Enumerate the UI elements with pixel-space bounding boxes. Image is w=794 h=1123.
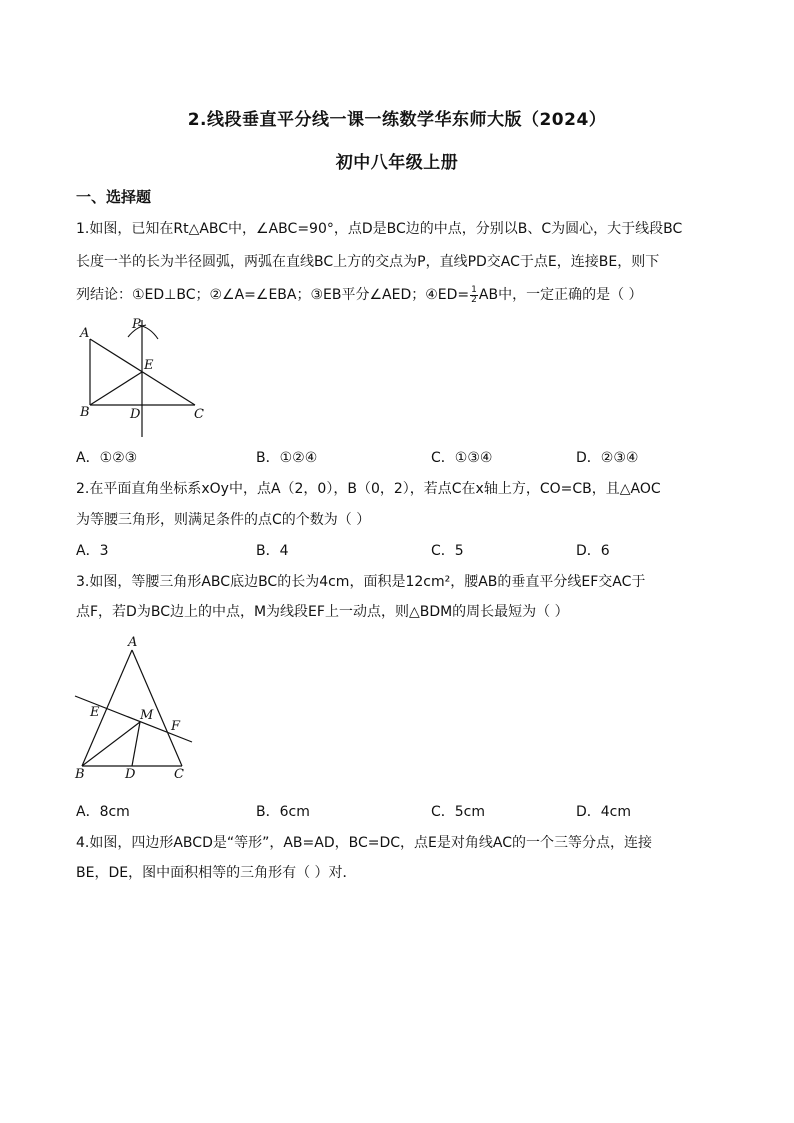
q1-label-c: C (194, 407, 204, 422)
q2-option-b: B．4 (256, 543, 289, 559)
doc-subtitle: 初中八年级上册 (335, 153, 459, 173)
q2-option-c: C．5 (431, 543, 464, 559)
q1-label-d: D (130, 407, 141, 422)
q1-line2: 长度一半的长为半径圆弧，两弧在直线BC上方的交点为P，直线PD交AC于点E，连接BE，则下 (76, 254, 660, 270)
q3-line1: 3.如图，等腰三角形ABC底边BC的长为4cm，面积是12cm²，腰AB的垂直平分线EF交AC于 (76, 574, 646, 590)
q1-line3-post: AB中，一定正确的是（ ） (478, 287, 643, 303)
q3-option-d: D．4cm (576, 804, 632, 820)
q1-label-a: A (80, 326, 90, 341)
q3-label-a: A (128, 635, 138, 650)
q3-line2: 点F，若D为BC边上的中点，M为线段EF上一动点，则△BDM的周长最短为（ ） (76, 604, 569, 620)
q1-label-b: B (80, 405, 90, 420)
q1-fraction: $\frac{1}{2}$ (471, 284, 477, 305)
q1-line3-pre: 列结论：①ED⊥BC；②∠A=∠EBA；③EB平分∠AED；④ED= (76, 287, 470, 303)
q4-line1: 4.如图，四边形ABCD是“等形”，AB=AD，BC=DC，点E是对角线AC的一个三等分点，连接 (76, 835, 652, 851)
q1-label-e: E (144, 358, 154, 373)
q3-label-m: M (140, 708, 154, 723)
q3-figure (70, 632, 205, 782)
q2-option-d: D．6 (576, 543, 610, 559)
q1-line-be (90, 372, 142, 405)
q3-line-dm (132, 722, 140, 766)
q4-line2: BE，DE，图中面积相等的三角形有（ ）对． (76, 865, 357, 881)
q1-line3 (76, 284, 726, 305)
q1-option-b: B．①②④ (256, 450, 318, 466)
q3-label-f: F (171, 719, 181, 734)
q1-option-a: A．①②③ (76, 450, 138, 466)
q2-option-a: A．3 (76, 543, 109, 559)
q3-label-b: B (75, 767, 85, 782)
section-heading: 一、选择题 (76, 188, 152, 206)
q3-label-e: E (90, 705, 100, 720)
q3-option-c: C．5cm (431, 804, 486, 820)
q1-option-c: C．①③④ (431, 450, 493, 466)
q2-line2: 为等腰三角形，则满足条件的点C的个数为（ ） (76, 512, 371, 528)
q1-label-p: P (132, 317, 141, 332)
q2-line1: 2.在平面直角坐标系xOy中，点A（2，0），B（0，2），若点C在x轴上方，CO=CB，且△AOC (76, 481, 661, 497)
q1-option-d: D．②③④ (576, 450, 639, 466)
q3-label-d: D (125, 767, 136, 782)
q1-figure (70, 315, 220, 440)
q1-line1: 1.如图，已知在Rt△ABC中，∠ABC=90°，点D是BC边的中点，分别以B、C为圆心，大于线段BC (76, 221, 683, 237)
q3-line-bm (82, 722, 140, 766)
q3-option-a: A．8cm (76, 804, 130, 820)
doc-title: 2.线段垂直平分线一课一练数学华东师大版（2024） (187, 110, 607, 130)
q3-label-c: C (174, 767, 184, 782)
q3-option-b: B．6cm (256, 804, 310, 820)
